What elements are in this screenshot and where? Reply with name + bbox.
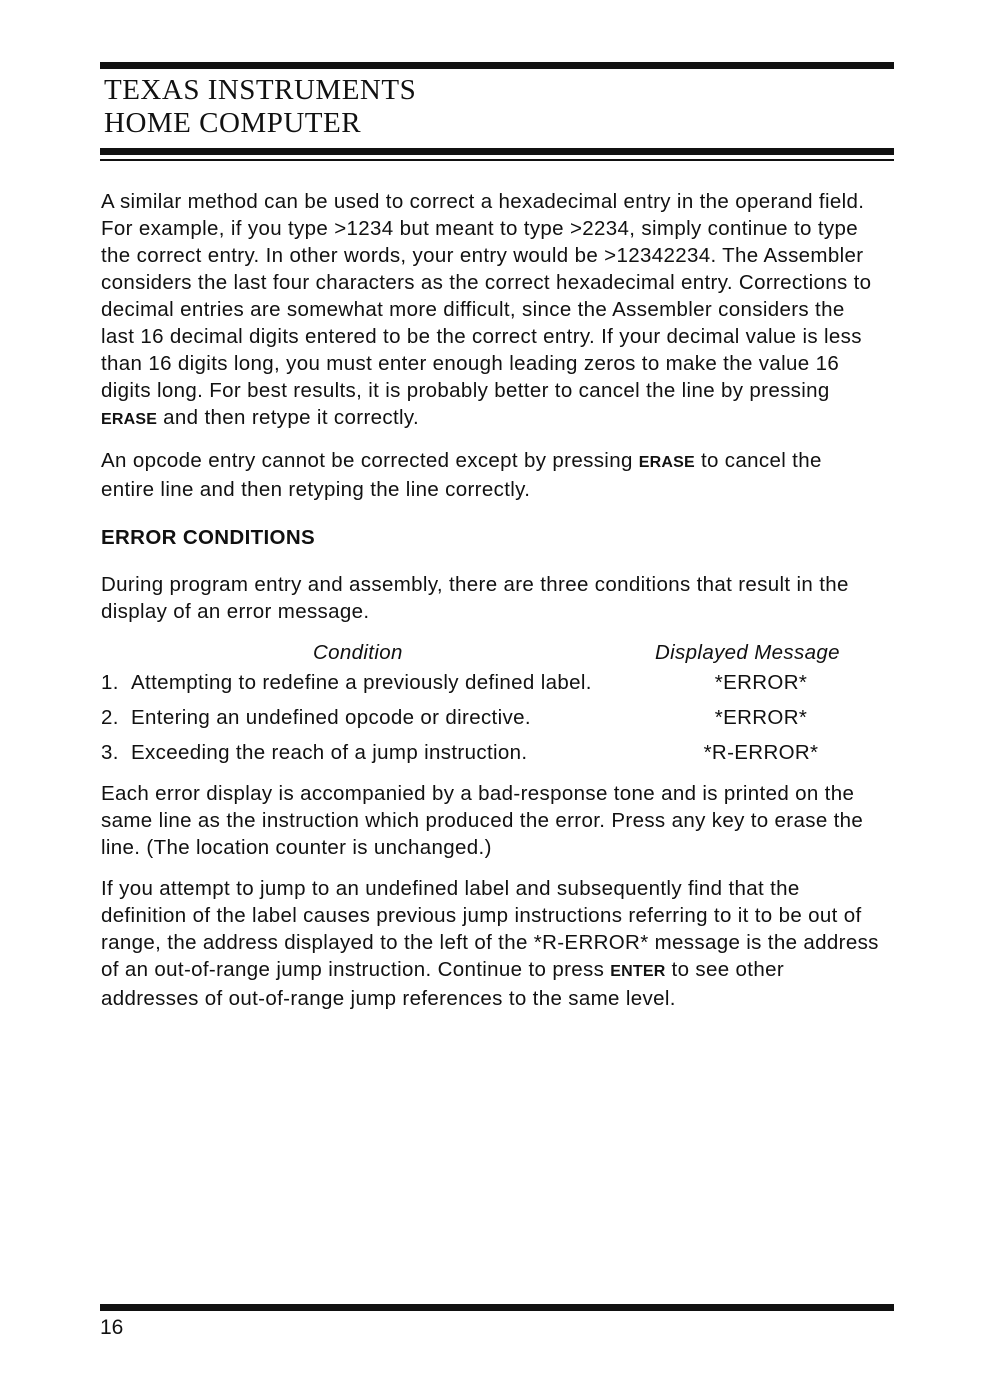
row-message: *ERROR* [714, 706, 808, 729]
paragraph-text: to see other addresses of out-of-range jump references to the same level. [101, 958, 784, 1010]
row-message: *R-ERROR* [703, 741, 819, 764]
paragraph-text: If you attempt to jump to an undefined label and subsequently find that the definition of the label causes previous jump instructions referring to it to be out of range, the address displayed to the left of the *R-ERROR* message is the address of an out-of-range jump instruction. Continue to press [101, 877, 879, 981]
page-number: 16 [100, 1316, 124, 1339]
section-heading: ERROR CONDITIONS [101, 526, 316, 549]
row-number: 1. [101, 671, 119, 694]
paragraph-text: An opcode entry cannot be corrected except by pressing [101, 449, 633, 472]
page-body [101, 188, 881, 1012]
row-condition: Entering an undefined opcode or directive. [131, 706, 531, 729]
header-top-rule [100, 62, 894, 69]
table-row [101, 704, 881, 731]
column-header-condition: Condition [313, 641, 403, 664]
header-title-line2: HOME COMPUTER [104, 107, 362, 139]
paragraph-error-intro: During program entry and assembly, there are three conditions that result in the display of an error message. [101, 573, 849, 623]
header-bottom-rule [100, 148, 894, 155]
table-row [101, 739, 881, 766]
paragraph-text: and then retype it correctly. [163, 406, 420, 429]
row-number: 2. [101, 706, 119, 729]
erase-key-label: ERASE [638, 454, 695, 471]
erase-key-label: ERASE [101, 411, 158, 428]
header-bottom-thin-rule [100, 159, 894, 161]
paragraph-error-display: Each error display is accompanied by a bad-response tone and is printed on the same line as the instruction which produced the error. Press any key to erase the line. (The location counter is unchanged.) [101, 782, 864, 859]
error-conditions-table [101, 639, 881, 766]
paragraph-text: to cancel the entire line and then retyping the line correctly. [101, 449, 822, 501]
paragraph-text: A similar method can be used to correct a hexadecimal entry in the operand field. For example, if you type >1234 but meant to type >2234, simply continue to type the correct entry. In other words, your entry would be >12342234. The Assembler considers the last four characters as the correct hexadecimal entry. Corrections to decimal entries are somewhat more difficult, since the Assembler considers the last 16 decimal digits entered to be the correct entry. If your decimal value is less than 16 digits long, you must enter enough leading zeros to make the value 16 digits long. For best results, it is probably better to cancel the line by pressing [101, 190, 872, 402]
enter-key-label: ENTER [610, 963, 666, 980]
paragraph-jump-range [101, 875, 881, 1012]
footer-rule [100, 1304, 894, 1311]
table-row [101, 669, 881, 696]
paragraph-hex-correction [101, 188, 881, 433]
table-header [101, 639, 881, 669]
page-header-title [104, 74, 416, 140]
row-condition: Attempting to redefine a previously defined label. [131, 671, 592, 694]
header-title-line1: TEXAS INSTRUMENTS [104, 74, 417, 106]
row-number: 3. [101, 741, 119, 764]
column-header-message: Displayed Message [655, 641, 840, 664]
row-message: *ERROR* [714, 671, 808, 694]
row-condition: Exceeding the reach of a jump instruction. [131, 741, 528, 764]
paragraph-opcode-correction [101, 447, 881, 503]
